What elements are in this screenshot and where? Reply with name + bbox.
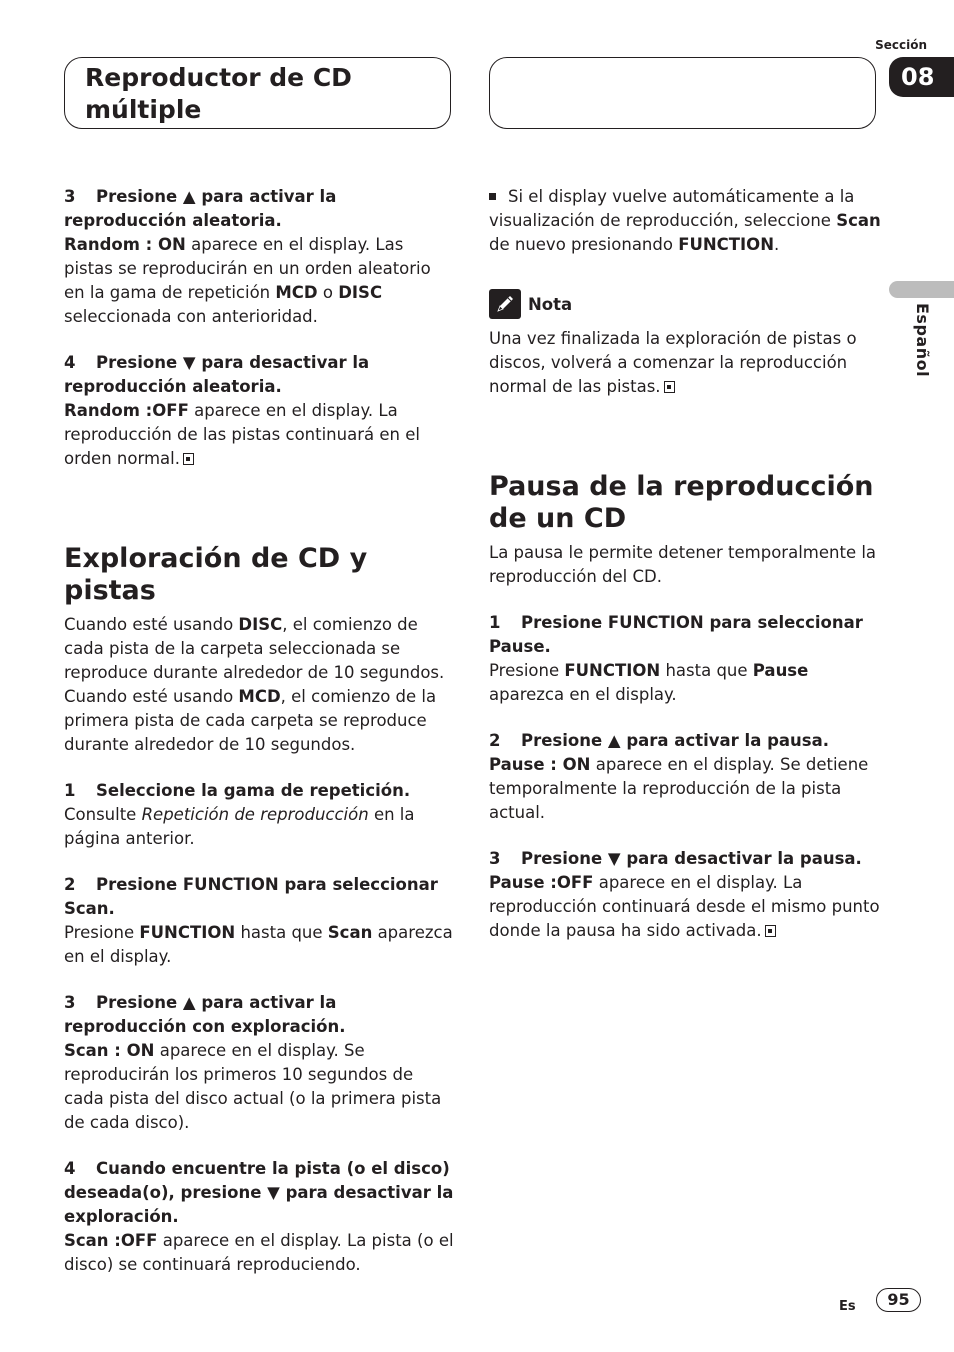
intro-paragraph: Cuando esté usando DISC, el comienzo de cada pista de la carpeta seleccionada se reproduce durante alrededor de 10 segundos. Cuando esté usando MCD, el comienzo de la primera pista de cada carpeta se reproduce durante alrededor de 10 segundos. (64, 615, 445, 754)
language-tab (889, 281, 954, 298)
step-heading: 2 Presione ▲ para activar la pausa. (489, 731, 829, 750)
page-number: 95 (876, 1288, 921, 1312)
step-heading: 1 Seleccione la gama de repetición. (64, 781, 411, 800)
end-mark-icon (664, 381, 675, 393)
section-heading-pausa: Pausa de la reproducción de un CD (489, 471, 874, 534)
chapter-title: Reproductor de CD múltiple (85, 63, 352, 124)
end-mark-icon (765, 925, 776, 937)
step-body: Scan : ON aparece en el display. Se reproducirán los primeros 10 segundos de cada pista del disco actual (o la primera pista de cada disco). (64, 1041, 442, 1132)
step-body: Presione FUNCTION hasta que Pause aparezca en el display. (489, 661, 809, 704)
bullet-item: Si el display vuelve automáticamente a la visualización de reproducción, seleccione Scan de nuevo presionando FUNCTION. (489, 187, 881, 254)
step-heading: 3 Presione ▼ para desactivar la pausa. (489, 849, 862, 868)
note-label: Nota (528, 294, 573, 314)
step-body: Random : ON aparece en el display. Las pistas se reproducirán en un orden aleatorio en la gama de repetición MCD o DISC seleccionada con anterioridad. (64, 235, 431, 326)
step-body: Presione FUNCTION hasta que Scan aparezca en el display. (64, 923, 453, 966)
step-heading: 2 Presione FUNCTION para seleccionar Scan. (64, 875, 438, 918)
header-empty-box (489, 57, 876, 129)
step-heading: 4 Presione ▼ para desactivar la reproducción aleatoria. (64, 353, 370, 396)
step-heading: 1 Presione FUNCTION para seleccionar Pause. (489, 613, 863, 656)
step-heading: 4 Cuando encuentre la pista (o el disco) deseada(o), presione ▼ para desactivar la exploración. (64, 1159, 454, 1226)
left-column (64, 185, 456, 1277)
step-body: Scan :OFF aparece en el display. La pista (o el disco) se continuará reproduciendo. (64, 1231, 454, 1274)
chapter-title-box (64, 57, 451, 129)
note-text: Una vez finalizada la exploración de pistas o discos, volverá a comenzar la reproducción normal de las pistas. (489, 329, 857, 396)
step-body: Pause :OFF aparece en el display. La reproducción continuará desde el mismo punto donde la pausa ha sido activada. (489, 873, 880, 940)
step-heading: 3 Presione ▲ para activar la reproducción aleatoria. (64, 187, 337, 230)
step-body: Consulte Repetición de reproducción en la página anterior. (64, 805, 415, 848)
end-mark-icon (183, 453, 194, 465)
pencil-note-icon (489, 289, 521, 319)
section-number-badge: 08 (889, 57, 954, 97)
step-body: Random :OFF aparece en el display. La reproducción de las pistas continuará en el orden normal. (64, 401, 420, 468)
note-header (489, 289, 881, 319)
step-body: Pause : ON aparece en el display. Se detiene temporalmente la reproducción de la pista actual. (489, 755, 869, 822)
language-label: Español (913, 303, 932, 378)
step-heading: 3 Presione ▲ para activar la reproducción con exploración. (64, 993, 346, 1036)
section-label: Sección (875, 38, 927, 52)
right-column (489, 185, 881, 943)
section-heading-exploracion: Exploración de CD y pistas (64, 543, 368, 606)
pausa-intro: La pausa le permite detener temporalmente la reproducción del CD. (489, 543, 877, 586)
footer-language-code: Es (839, 1299, 856, 1314)
bullet-square-icon (489, 193, 496, 200)
